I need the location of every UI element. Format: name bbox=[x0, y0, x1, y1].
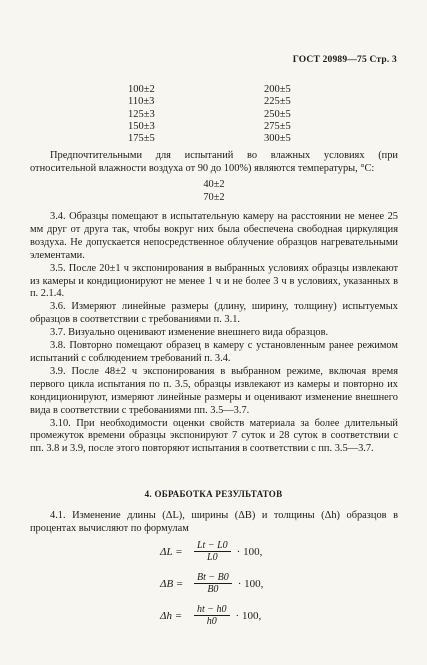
temperature-value: 300±5 bbox=[264, 133, 291, 145]
formula-numerator: Bt − B0 bbox=[194, 572, 232, 584]
paragraph-3-6: 3.6. Измеряют линейные размеры (длину, ширину, толщину) испытуемых образцов в соответствии с требованиями п. 3.1. bbox=[30, 301, 398, 326]
temperature-table bbox=[128, 84, 298, 145]
formula-tail: · 100, bbox=[236, 545, 263, 558]
temperature-value: 110±3 bbox=[128, 96, 155, 108]
formula-length bbox=[160, 540, 262, 563]
formula-tail: · 100, bbox=[235, 609, 262, 622]
temperature-row bbox=[128, 133, 298, 145]
section-intro-block bbox=[30, 510, 398, 536]
humid-intro: Предпочтительными для испытаний во влажных условиях (при относительной влажности воздуха от 90 до 100%) являются температуры, °С: bbox=[30, 150, 398, 174]
formula-numerator: ht − h0 bbox=[194, 604, 230, 616]
temperature-row bbox=[128, 121, 298, 133]
formula-fraction bbox=[194, 604, 230, 627]
temperature-value: 250±5 bbox=[264, 108, 291, 120]
temperature-value: 275±5 bbox=[264, 120, 291, 132]
temperature-row bbox=[128, 84, 298, 96]
humid-temp: 70±2 bbox=[203, 191, 225, 203]
formula-lhs: ΔB = bbox=[160, 577, 184, 590]
page-header: ГОСТ 20989—75 Стр. 3 bbox=[292, 55, 397, 65]
temperature-value: 125±3 bbox=[128, 108, 155, 120]
section-intro: 4.1. Изменение длины (ΔL), ширины (ΔB) и толщины (Δh) образцов в процентах вычисляют по формулам bbox=[30, 510, 398, 534]
paragraph-3-7: 3.7. Визуально оценивают изменение внешнего вида образцов. bbox=[50, 327, 329, 339]
temperature-value: 225±5 bbox=[264, 96, 291, 108]
formula-lhs: ΔL = bbox=[160, 545, 183, 558]
formula-denominator: L0 bbox=[207, 552, 218, 563]
formula-denominator: B0 bbox=[207, 584, 219, 595]
paragraph-3-4: 3.4. Образцы помещают в испытательную камеру на расстоянии не менее 25 мм друг от друга так, чтобы вокруг них была обеспечена свободная циркуляция воздуха. Не допускается непосредственное облучение образцов нагревательными элементами. bbox=[30, 211, 398, 261]
formula-lhs: Δh = bbox=[160, 609, 183, 622]
humid-block bbox=[30, 150, 398, 205]
temperature-value: 175±5 bbox=[128, 133, 155, 145]
paragraph-3-8: 3.8. Повторно помещают образец в камеру с установленным ранее режимом испытаний с соблюдением требований п. 3.4. bbox=[30, 340, 398, 364]
formula-width bbox=[160, 572, 263, 595]
paragraph-3-10: 3.10. При необходимости оценки свойств материала за более длительный промежуток времени образцы экспонируют 7 суток и 28 суток в соответствии с пп. 3.8 и 3.9, после этого повторяют испытания в соответствии с пп. 3.5—3.7. bbox=[30, 417, 398, 455]
procedure-text bbox=[30, 211, 398, 456]
formula-denominator: h0 bbox=[206, 616, 217, 627]
paragraph-3-5: 3.5. После 20±1 ч экспонирования в выбранных условиях образцы извлекают из камеры и кондиционируют не менее 1 ч и не более 3 ч в условиях, указанных в п. 2.1.4. bbox=[30, 262, 398, 300]
formula-thickness bbox=[160, 604, 261, 627]
formula-tail: · 100, bbox=[237, 577, 264, 590]
temperature-value: 200±5 bbox=[264, 84, 291, 95]
temperature-value: 150±3 bbox=[128, 120, 155, 132]
paragraph-3-9: 3.9. После 48±2 ч экспонирования в выбранном режиме, включая время первого цикла испытания по п. 3.5, образцы извлекают из камеры и повторно их кондиционируют, измеряют линейные размеры и оценивают изменение внешнего вида в соответствии с требованиями пп. 3.5—3.7. bbox=[30, 365, 398, 416]
formula-fraction bbox=[194, 572, 232, 595]
humid-temp: 40±2 bbox=[203, 178, 225, 190]
temperature-row bbox=[128, 109, 298, 121]
section-title: 4. ОБРАБОТКА РЕЗУЛЬТАТОВ bbox=[144, 489, 283, 499]
formula-numerator: Lt − L0 bbox=[194, 540, 231, 552]
temperature-row bbox=[128, 96, 298, 108]
formula-fraction bbox=[194, 540, 231, 563]
temperature-value: 100±2 bbox=[128, 84, 155, 95]
